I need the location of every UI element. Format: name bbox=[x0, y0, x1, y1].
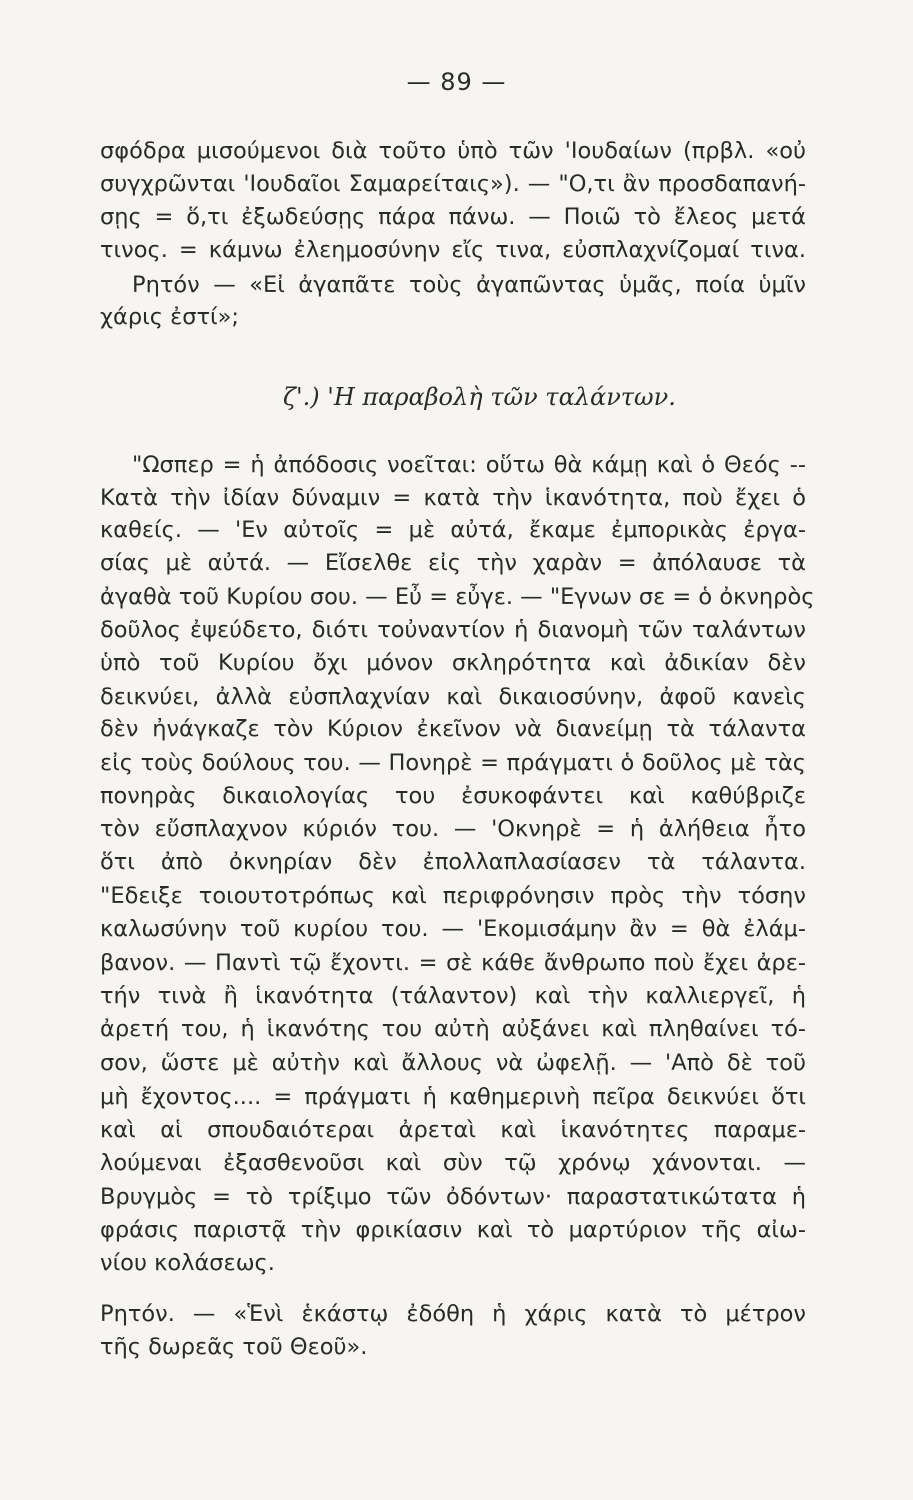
text-line: ὅτι ἀπὸ ὀκνηρίαν δὲν ἐπολλαπλασίασεν τὰ τάλαντα. bbox=[100, 849, 806, 875]
text-line: χάρις ἐστί»; bbox=[100, 304, 240, 330]
text-line: δοῦλος ἐψεύδετο, διότι τοὐναντίον ἡ διανομὴ τῶν ταλάντων bbox=[100, 617, 806, 643]
text-line: Κατὰ τὴν ἰδίαν δύναμιν = κατὰ τὴν ἱκανότητα, ποὺ ἔχει ὁ bbox=[100, 485, 806, 511]
text-line: Ρητόν — «Εἰ ἀγαπᾶτε τοὺς ἀγαπῶντας ὑμᾶς, ποία ὑμῖν bbox=[132, 272, 806, 298]
text-line: φράσις παριστᾷ τὴν φρικίασιν καὶ τὸ μαρτύριον τῆς αἰω- bbox=[100, 1217, 806, 1243]
text-line: τῆς δωρεᾶς τοῦ Θεοῦ». bbox=[100, 1334, 368, 1360]
text-line: σῃς = ὅ,τι ἐξωδεύσῃς πάρα πάνω. — Ποιῶ τὸ ἔλεος μετά bbox=[100, 204, 806, 230]
text-line: δὲν ἠνάγκαζε τὸν Κύριον ἐκεῖνον νὰ διανείμῃ τὰ τάλαντα bbox=[100, 716, 806, 742]
text-line: τὸν εὔσπλαχνον κύριόν του. — 'Οκνηρὲ = ἡ ἀλήθεια ἦτο bbox=[100, 816, 806, 842]
text-line: "Ωσπερ = ἡ ἀπόδοσις νοεῖται: οὕτω θὰ κάμῃ καὶ ὁ Θεός -- bbox=[132, 452, 806, 478]
text-line: συγχρῶνται 'Ιουδαῖοι Σαμαρείταις»). — "Ο,τι ἂν προσδαπανή- bbox=[100, 171, 806, 197]
text-line: μὴ ἔχοντος.... = πράγματι ἡ καθημερινὴ πεῖρα δεικνύει ὅτι bbox=[100, 1084, 806, 1110]
section-heading: ζ'.) 'Η παραβολὴ τῶν ταλάντων. bbox=[283, 383, 676, 411]
text-line: σον, ὥστε μὲ αὐτὴν καὶ ἄλλους νὰ ὠφελῇ. — 'Απὸ δὲ τοῦ bbox=[100, 1050, 806, 1076]
page-number: — 89 — bbox=[406, 68, 507, 96]
text-line: τήν τινὰ ἢ ἱκανότητα (τάλαντον) καὶ τὴν καλλιεργεῖ, ἡ bbox=[100, 983, 806, 1009]
text-line: Ρητόν. — «Ἑνὶ ἑκάστῳ ἐδόθη ἡ χάρις κατὰ τὸ μέτρον bbox=[100, 1301, 806, 1327]
text-line: πονηρὰς δικαιολογίας του ἐσυκοφάντει καὶ καθύβριζε bbox=[100, 783, 806, 809]
text-line: Βρυγμὸς = τὸ τρίξιμο τῶν ὀδόντων· παραστατικώτατα ἡ bbox=[100, 1184, 806, 1210]
text-line: σφόδρα μισούμενοι διὰ τοῦτο ὑπὸ τῶν 'Ιουδαίων (πρβλ. «οὐ bbox=[100, 138, 806, 164]
text-line: δεικνύει, ἀλλὰ εὐσπλαχνίαν καὶ δικαιοσύνην, ἀφοῦ κανεὶς bbox=[100, 684, 806, 710]
text-line: ὑπὸ τοῦ Κυρίου ὄχι μόνον σκληρότητα καὶ ἀδικίαν δὲν bbox=[100, 650, 806, 676]
text-line: ἀγαθὰ τοῦ Κυρίου σου. — Εὖ = εὖγε. — "Εγνων σε = ὁ ὀκνηρὸς bbox=[100, 584, 815, 610]
text-line: ἀρετή του, ἡ ἱκανότης του αὐτὴ αὐξάνει καὶ πληθαίνει τό- bbox=[100, 1016, 806, 1042]
text-line: καθείς. — 'Εν αὐτοῖς = μὲ αὐτά, ἔκαμε ἐμπορικὰς ἐργα- bbox=[100, 517, 806, 543]
text-line: σίας μὲ αὐτά. — Εἴσελθε εἰς τὴν χαρὰν = ἀπόλαυσε τὰ bbox=[100, 550, 806, 576]
text-line: τινος. = κάμνω ἐλεημοσύνην εἴς τινα, εὐσπλαχνίζομαί τινα. bbox=[100, 237, 806, 263]
text-line: νίου κολάσεως. bbox=[100, 1250, 275, 1276]
text-line: λούμεναι ἐξασθενοῦσι καὶ σὺν τῷ χρόνῳ χάνονται. — bbox=[100, 1150, 806, 1176]
text-line: καὶ αἱ σπουδαιότεραι ἀρεταὶ καὶ ἱκανότητες παραμε- bbox=[100, 1117, 806, 1143]
text-line: εἰς τοὺς δούλους του. — Πονηρὲ = πράγματι ὁ δοῦλος μὲ τὰς bbox=[100, 750, 806, 776]
text-line: "Εδειξε τοιουτοτρόπως καὶ περιφρόνησιν πρὸς τὴν τόσην bbox=[100, 883, 806, 909]
text-line: καλωσύνην τοῦ κυρίου του. — 'Εκομισάμην ἂν = θὰ ἐλάμ- bbox=[100, 916, 806, 942]
text-line: βανον. — Παντὶ τῷ ἔχοντι. = σὲ κάθε ἄνθρωπο ποὺ ἔχει ἀρε- bbox=[100, 950, 806, 976]
